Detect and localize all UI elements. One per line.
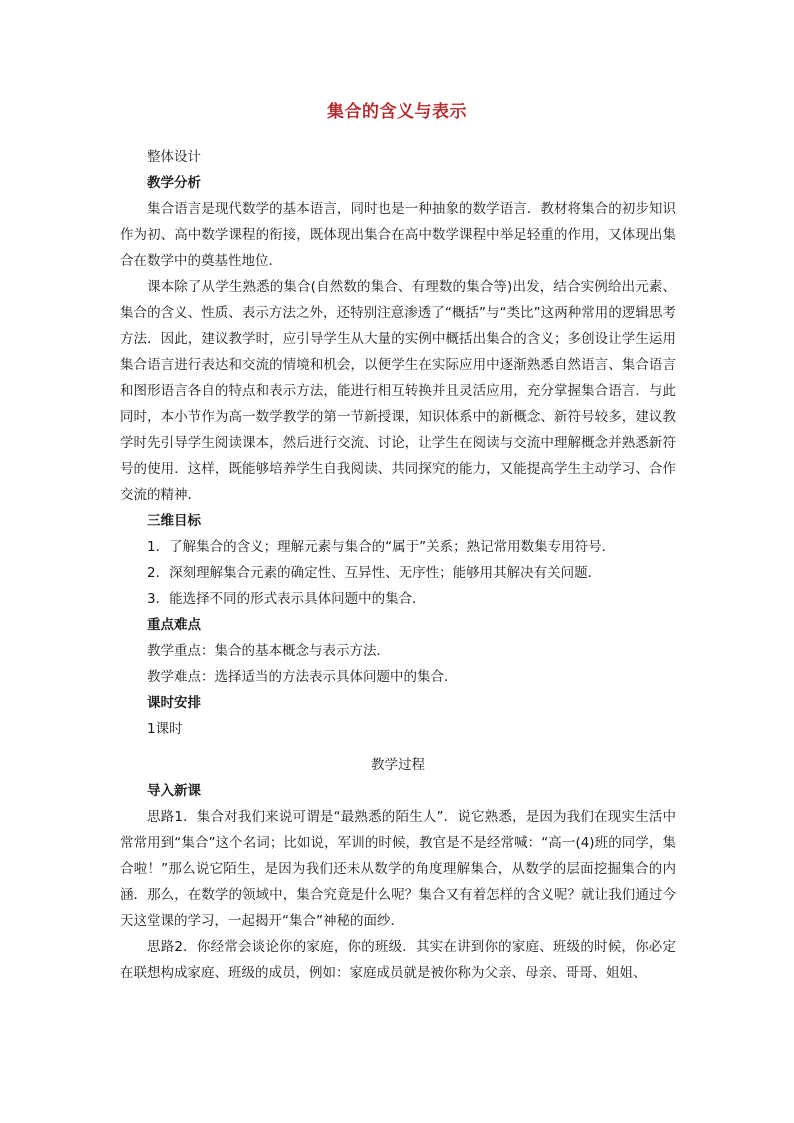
intro-heading: 导入新课 xyxy=(147,783,201,799)
teaching-analysis-paragraph-2: 课本除了从学生熟悉的集合(自然数的集合、有理数的集合等)出发，结合实例给出元素、集合的含义、性质、表示方法之外，还特别注意渗透了“概括”与“类比”这两种常用的逻辑思考方法．因此，建议教学时，应引导学生从大量的实例中概括出集合的含义；多创设让学生运用集合语言进行表达和交流的情境和机会，以便学生在实际应用中逐渐熟悉自然语言、集合语言和图形语言各自的特点和表示方法，能进行相互转换并且灵活应用，充分掌握集合语言．与此同时，本小节作为高一数学教学的第一节新授课，知识体系中的新概念、新符号较多，建议教学时先引导学生阅读课本，然后进行交流、讨论，让学生在阅读与交流中理解概念并熟悉新符号的使用．这样，既能够培养学生自我阅读、共同探究的能力，又能提高学生主动学习、合作交流的精神． xyxy=(120,279,676,503)
document-body xyxy=(120,144,676,986)
objective-item-1: 1．了解集合的含义；理解元素与集合的“属于”关系；熟记常用数集专用符号． xyxy=(147,539,616,555)
objective-item-2: 2．深刻理解集合元素的确定性、互异性、无序性；能够用其解决有关问题． xyxy=(147,565,602,581)
process-heading: 教学过程 xyxy=(371,757,425,773)
teaching-analysis-paragraph-1: 集合语言是现代数学的基本语言，同时也是一种抽象的数学语言．教材将集合的初步知识作为初、高中数学课程的衔接，既体现出集合在高中数学课程中举足轻重的作用，又体现出集合在数学中的奠基性地位． xyxy=(120,201,676,269)
teaching-analysis-heading: 教学分析 xyxy=(147,175,201,191)
key-points-heading: 重点难点 xyxy=(147,617,201,633)
objective-item-3: 3．能选择不同的形式表示具体问题中的集合． xyxy=(147,591,426,607)
document-title: 集合的含义与表示 xyxy=(327,102,467,122)
objectives-heading: 三维目标 xyxy=(147,513,201,529)
teaching-difficulty: 教学难点：选择适当的方法表示具体问题中的集合． xyxy=(147,669,458,685)
section-gap xyxy=(120,742,676,752)
overall-design-label: 整体设计 xyxy=(147,149,201,165)
schedule-value: 1课时 xyxy=(147,721,183,737)
schedule-heading: 课时安排 xyxy=(147,695,201,711)
intro-idea-1: 思路1．集合对我们来说可谓是“最熟悉的陌生人”．说它熟悉，是因为我们在现实生活中常常用到“集合”这个名词；比如说，军训的时候，教官是不是经常喊：“高一(4)班的同学，集合啦！”那么说它陌生，是因为我们还未从数学的角度理解集合，从数学的层面挖掘集合的内涵．那么，在数学的领域中，集合究竟是什么呢？集合又有着怎样的含义呢？就让我们通过今天这堂课的学习，一起揭开“集合”神秘的面纱． xyxy=(120,809,676,929)
teaching-focus: 教学重点：集合的基本概念与表示方法． xyxy=(147,643,390,659)
intro-idea-2: 思路2．你经常会谈论你的家庭，你的班级．其实在讲到你的家庭、班级的时候，你必定在联想构成家庭、班级的成员，例如：家庭成员就是被你称为父亲、母亲、哥哥、姐姐、 xyxy=(120,939,676,981)
